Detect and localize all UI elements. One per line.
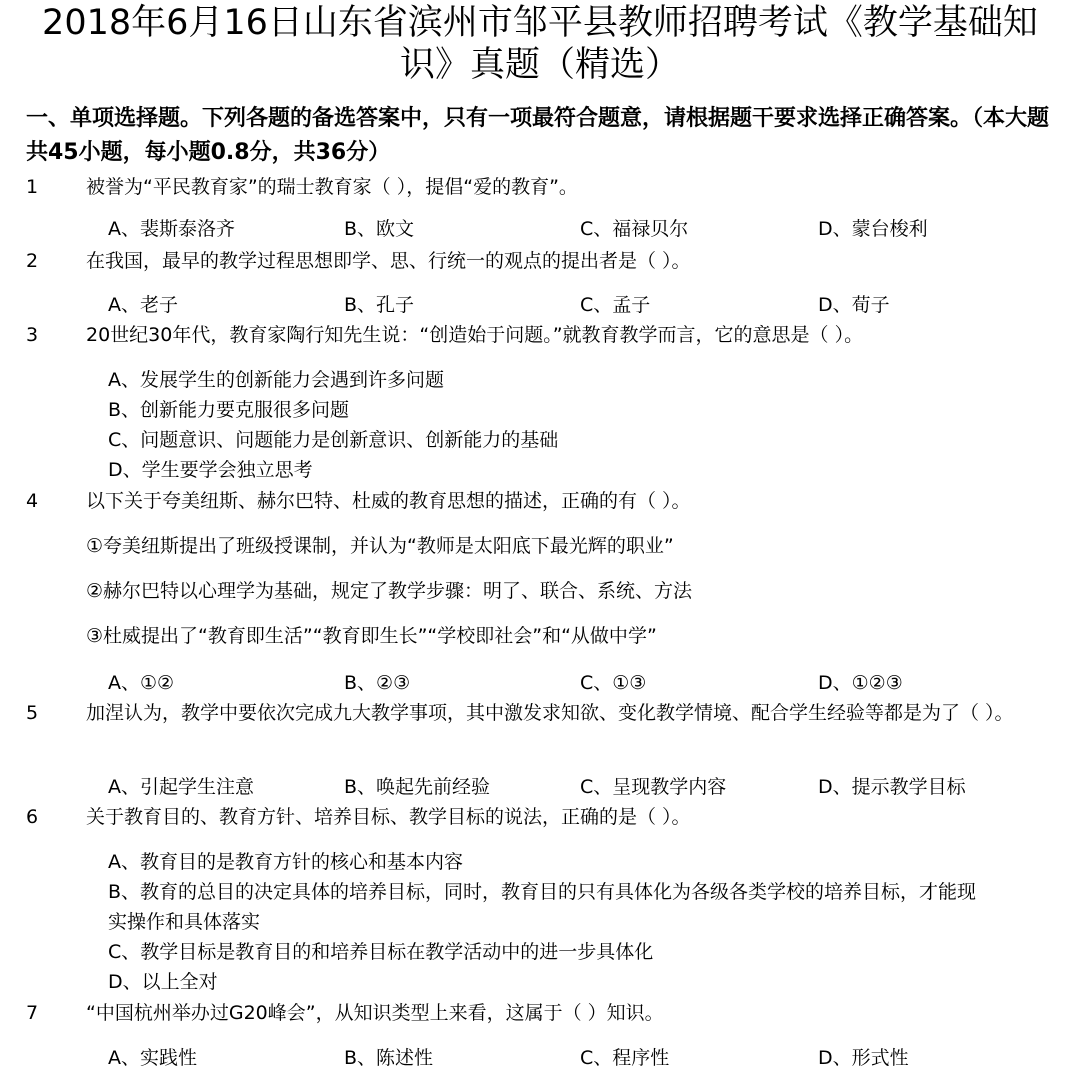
option-c[interactable]: C、问题意识、问题能力是创新意识、创新能力的基础 — [108, 429, 559, 451]
option-d[interactable]: D、以上全对 — [108, 971, 218, 993]
option-d[interactable]: D、学生要学会独立思考 — [108, 459, 313, 481]
question-number: 2 — [26, 250, 39, 272]
question-number: 4 — [26, 490, 39, 512]
option-c[interactable]: C、呈现教学内容 — [580, 776, 727, 798]
question-stem: “中国杭州举办过G20峰会”，从知识类型上来看，这属于（ ）知识。 — [86, 1002, 664, 1024]
question-stem: 被誉为“平民教育家”的瑞士教育家（ ），提倡“爱的教育”。 — [86, 176, 578, 198]
statement-3: ③杜威提出了“教育即生活”“教育即生长”“学校即社会”和“从做中学” — [86, 625, 657, 647]
option-d[interactable]: D、①②③ — [818, 672, 903, 694]
question-stem: 20世纪30年代，教育家陶行知先生说：“创造始于问题。”就教育教学而言，它的意思是（ ）。 — [86, 324, 864, 346]
question-number: 6 — [26, 806, 39, 828]
document-title: 2018年6月16日山东省滨州市邹平县教师招聘考试《教学基础知识》真题（精选） — [42, 3, 1038, 85]
option-d[interactable]: D、蒙台梭利 — [818, 218, 928, 240]
question-stem: 在我国，最早的教学过程思想即学、思、行统一的观点的提出者是（ ）。 — [86, 250, 691, 272]
option-a[interactable]: A、裴斯泰洛齐 — [108, 218, 235, 240]
option-d[interactable]: D、提示教学目标 — [818, 776, 966, 798]
question-stem: 加涅认为，教学中要依次完成九大教学事项，其中激发求知欲、变化教学情境、配合学生经验等都是为了（ ）。 — [86, 702, 1014, 724]
section-header: 一、单项选择题。下列各题的备选答案中，只有一项最符合题意，请根据题干要求选择正确答案。（本大题共45小题，每小题0.8分，共36分） — [26, 106, 1050, 165]
option-a[interactable]: A、老子 — [108, 294, 178, 316]
option-c[interactable]: C、福禄贝尔 — [580, 218, 689, 240]
option-b[interactable]: B、欧文 — [344, 218, 415, 240]
option-c[interactable]: C、程序性 — [580, 1047, 670, 1069]
option-b[interactable]: B、孔子 — [344, 294, 415, 316]
question-number: 7 — [26, 1002, 39, 1024]
option-d[interactable]: D、荀子 — [818, 294, 890, 316]
question-stem: 关于教育目的、教育方针、培养目标、教学目标的说法，正确的是（ ）。 — [86, 806, 691, 828]
option-b[interactable]: B、②③ — [344, 672, 411, 694]
option-a[interactable]: A、实践性 — [108, 1047, 197, 1069]
option-b[interactable]: B、创新能力要克服很多问题 — [108, 399, 350, 421]
option-a[interactable]: A、发展学生的创新能力会遇到许多问题 — [108, 369, 444, 391]
statement-1: ①夸美纽斯提出了班级授课制，并认为“教师是太阳底下最光辉的职业” — [86, 535, 674, 557]
question-number: 3 — [26, 324, 39, 346]
option-b[interactable]: B、陈述性 — [344, 1047, 434, 1069]
statement-2: ②赫尔巴特以心理学为基础，规定了教学步骤：明了、联合、系统、方法 — [86, 580, 693, 602]
option-a[interactable]: A、教育目的是教育方针的核心和基本内容 — [108, 851, 463, 873]
question-number: 5 — [26, 702, 39, 724]
option-a[interactable]: A、引起学生注意 — [108, 776, 254, 798]
option-d[interactable]: D、形式性 — [818, 1047, 909, 1069]
option-b[interactable]: B、教育的总目的决定具体的培养目标，同时，教育目的只有具体化为各级各类学校的培养目标，才能现实操作和具体落实 — [108, 881, 977, 933]
question-stem: 以下关于夸美纽斯、赫尔巴特、杜威的教育思想的描述，正确的有（ ）。 — [86, 490, 691, 512]
option-c[interactable]: C、孟子 — [580, 294, 651, 316]
option-a[interactable]: A、①② — [108, 672, 175, 694]
option-b[interactable]: B、唤起先前经验 — [344, 776, 491, 798]
option-c[interactable]: C、①③ — [580, 672, 647, 694]
option-c[interactable]: C、教学目标是教育目的和培养目标在教学活动中的进一步具体化 — [108, 941, 654, 963]
question-number: 1 — [26, 176, 39, 198]
